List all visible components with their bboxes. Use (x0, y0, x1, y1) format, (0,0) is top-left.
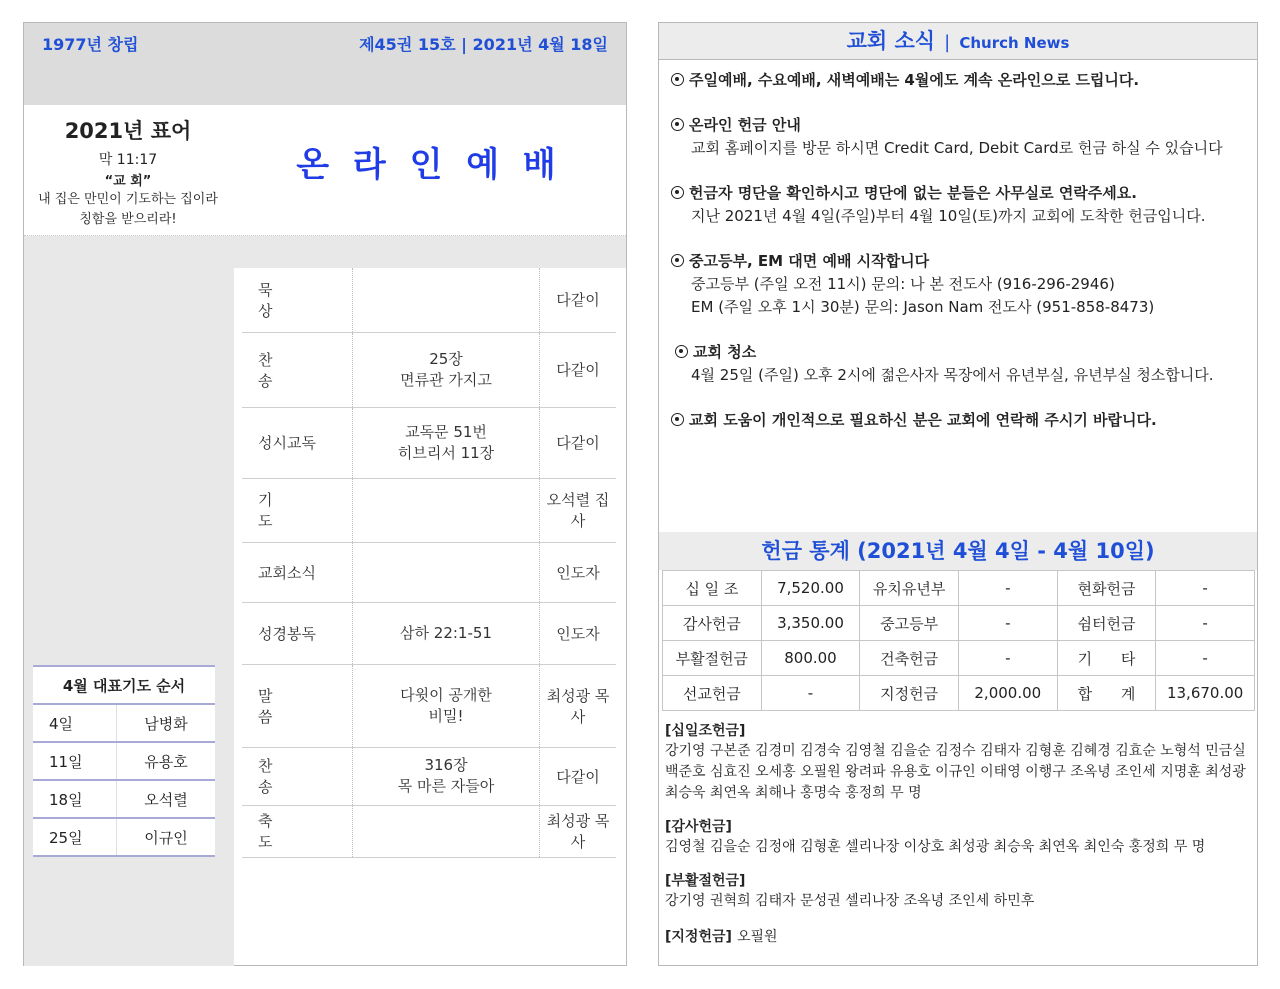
motto-title: 2021년 표어 (64, 119, 192, 143)
stats-value: - (761, 676, 860, 711)
prayer-name: 유용호 (117, 742, 216, 780)
order-content: 삼하 22:1-51 (353, 602, 540, 664)
bullet-icon (675, 345, 688, 358)
order-leader: 오석렬 집사 (540, 478, 617, 542)
stats-value: - (958, 641, 1057, 676)
donor-group-title: [십일조헌금] (665, 723, 746, 739)
stats-value: - (1156, 571, 1255, 606)
stats-row (663, 641, 1255, 676)
prayer-schedule-table (33, 665, 215, 857)
prayer-row (33, 742, 215, 780)
order-row (242, 407, 616, 478)
order-content: 25장 면류관 가지고 (353, 332, 540, 407)
order-content: 교독문 51번 히브리서 11장 (353, 407, 540, 478)
donor-group (665, 722, 1255, 804)
order-row (242, 664, 616, 747)
order-content: 다윗이 공개한 비밀! (353, 664, 540, 747)
left-sidebar (24, 268, 234, 966)
order-row (242, 747, 616, 805)
stats-label: 지정헌금 (860, 676, 959, 711)
church-news-header (659, 23, 1257, 60)
issue-label: 제45권 15호 | 2021년 4월 18일 (359, 35, 608, 54)
church-news-title-en: Church News (959, 34, 1070, 52)
order-row (242, 478, 616, 542)
order-item: 교회소식 (242, 542, 353, 602)
prayer-date: 25일 (33, 818, 117, 856)
news-item (671, 114, 1251, 160)
prayer-name: 오석렬 (117, 780, 216, 818)
offering-stats-title: 헌금 통계 (2021년 4월 4일 - 4월 10일) (761, 539, 1155, 563)
news-headline: 중고등부, EM 대면 예배 시작합니다 (689, 252, 930, 270)
donor-names: 오필원 (737, 929, 778, 945)
news-item (671, 409, 1251, 432)
stats-label: 건축헌금 (860, 641, 959, 676)
news-body: 교회 홈페이지를 방문 하시면 Credit Card, Debit Card로 헌금 하실 수 있습니다 (691, 139, 1223, 157)
donor-names: 강기영 구본준 김경미 김경숙 김영철 김을순 김정수 김태자 김형훈 김혜경 김효순 노형석 민금실 백준호 심효진 오세홍 오필원 왕려파 유용호 이규인 이태영 이행구 조옥녕 조인세 지명훈 최성광 최승욱 최연옥 최해나 홍명숙 홍정희 무 명 (665, 743, 1246, 801)
stats-value: 2,000.00 (958, 676, 1057, 711)
donor-group-title: [부활절헌금] (665, 873, 746, 889)
order-item: 묵 상 (258, 280, 297, 320)
worship-order-table (242, 268, 616, 858)
stats-value: - (958, 606, 1057, 641)
order-row (242, 542, 616, 602)
donor-group (665, 818, 1255, 858)
news-item (671, 69, 1251, 92)
news-item (671, 341, 1251, 387)
service-title: 온 라 인 예 배 (296, 145, 562, 185)
stats-row (663, 571, 1255, 606)
stats-value: 7,520.00 (761, 571, 860, 606)
order-leader: 최성광 목사 (540, 664, 617, 747)
prayer-name: 남병화 (117, 704, 216, 742)
order-content (353, 805, 540, 857)
stats-value: - (1156, 641, 1255, 676)
stats-value: - (1156, 606, 1255, 641)
order-leader: 다같이 (540, 268, 617, 332)
bullet-icon (671, 73, 684, 86)
donor-group-title: [지정헌금] (665, 929, 732, 945)
news-item (671, 182, 1251, 228)
order-content (353, 542, 540, 602)
news-body: EM (주일 오후 1시 30분) 문의: Jason Nam 전도사 (951-858-8473) (691, 298, 1155, 316)
news-body: 중고등부 (주일 오전 11시) 문의: 나 본 전도사 (916-296-2946) (691, 275, 1115, 293)
donor-group (665, 872, 1255, 912)
news-body: 지난 2021년 4월 4일(주일)부터 4월 10일(토)까지 교회에 도착한 헌금입니다. (691, 207, 1206, 225)
motto-quote: “교 회” (104, 174, 152, 189)
stats-value: - (958, 571, 1057, 606)
order-leader: 인도자 (540, 602, 617, 664)
news-headline: 주일예배, 수요예배, 새벽예배는 4월에도 계속 온라인으로 드립니다. (689, 71, 1140, 89)
news-headline: 교회 청소 (693, 343, 757, 361)
donor-list (665, 722, 1255, 962)
bulletin-header (24, 23, 626, 105)
founded-label: 1977년 창립 (42, 35, 139, 54)
order-item: 찬 송 (258, 350, 297, 390)
order-row (242, 268, 616, 332)
stats-label: 중고등부 (860, 606, 959, 641)
news-body: 4월 25일 (주일) 오후 2시에 젊은사자 목장에서 유년부실, 유년부실 청소합니다. (691, 366, 1214, 384)
stats-row (663, 606, 1255, 641)
order-leader: 최성광 목사 (540, 805, 617, 857)
order-item: 성시교독 (242, 407, 353, 478)
stats-value: 3,350.00 (761, 606, 860, 641)
prayer-date: 11일 (33, 742, 117, 780)
order-item: 기 도 (258, 491, 297, 530)
title-separator: | (944, 32, 951, 53)
order-content (353, 268, 540, 332)
stats-row (663, 676, 1255, 711)
prayer-row (33, 780, 215, 818)
motto-reference: 막 11:17 (98, 152, 158, 168)
order-content (353, 478, 540, 542)
prayer-row (33, 704, 215, 742)
stats-value: 13,670.00 (1156, 676, 1255, 711)
bullet-icon (671, 186, 684, 199)
news-headline: 교회 도움이 개인적으로 필요하신 분은 교회에 연락해 주시기 바랍니다. (689, 411, 1157, 429)
news-headline: 헌금자 명단을 확인하시고 명단에 없는 분들은 사무실로 연락주세요. (689, 184, 1137, 202)
stats-label: 유치유년부 (860, 571, 959, 606)
bulletin-right-page (658, 22, 1258, 966)
stats-label: 기 타 (1057, 641, 1156, 676)
offering-stats-table (662, 570, 1255, 711)
prayer-schedule-title: 4월 대표기도 순서 (33, 666, 215, 704)
donor-group-title: [감사헌금] (665, 819, 732, 835)
stats-label: 선교헌금 (663, 676, 762, 711)
order-leader: 다같이 (540, 332, 617, 407)
order-row (242, 805, 616, 857)
news-item (671, 250, 1251, 319)
bullet-icon (671, 254, 684, 267)
stats-label: 쉼터헌금 (1057, 606, 1156, 641)
prayer-date: 18일 (33, 780, 117, 818)
order-row (242, 602, 616, 664)
church-news-title: 교회 소식 (846, 29, 936, 53)
gray-strip (24, 236, 626, 268)
bullet-icon (671, 413, 684, 426)
motto-line-1: 내 집은 만민이 기도하는 집이라 (38, 192, 218, 207)
order-item: 축 도 (258, 812, 297, 851)
stats-label: 십 일 조 (663, 571, 762, 606)
stats-label: 감사헌금 (663, 606, 762, 641)
prayer-name: 이규인 (117, 818, 216, 856)
bullet-icon (671, 118, 684, 131)
order-content: 316장 목 마른 자들아 (353, 747, 540, 805)
annual-motto (24, 105, 232, 235)
order-item: 찬 송 (258, 757, 297, 796)
order-item: 말 씀 (258, 686, 297, 726)
order-leader: 다같이 (540, 407, 617, 478)
stats-label: 부활절헌금 (663, 641, 762, 676)
order-row (242, 332, 616, 407)
offering-stats-header (659, 532, 1257, 570)
donor-names: 강기영 권혁희 김태자 문성권 셀리나장 조옥녕 조인세 하민후 (665, 893, 1035, 909)
service-title-box (232, 105, 626, 235)
prayer-row (33, 818, 215, 856)
motto-line-2: 칭함을 받으리라! (79, 212, 177, 227)
order-item: 성경봉독 (242, 602, 353, 664)
church-news-list (671, 69, 1251, 432)
donor-group (665, 926, 1255, 948)
stats-label: 합 계 (1057, 676, 1156, 711)
order-leader: 인도자 (540, 542, 617, 602)
prayer-date: 4일 (33, 704, 117, 742)
order-leader: 다같이 (540, 747, 617, 805)
bulletin-left-page (23, 22, 627, 966)
donor-names: 김영철 김을순 김정애 김형훈 셀리나장 이상호 최성광 최승욱 최연옥 최인숙 홍정희 무 명 (665, 839, 1206, 855)
news-headline: 온라인 헌금 안내 (689, 116, 801, 134)
stats-value: 800.00 (761, 641, 860, 676)
stats-label: 현화헌금 (1057, 571, 1156, 606)
